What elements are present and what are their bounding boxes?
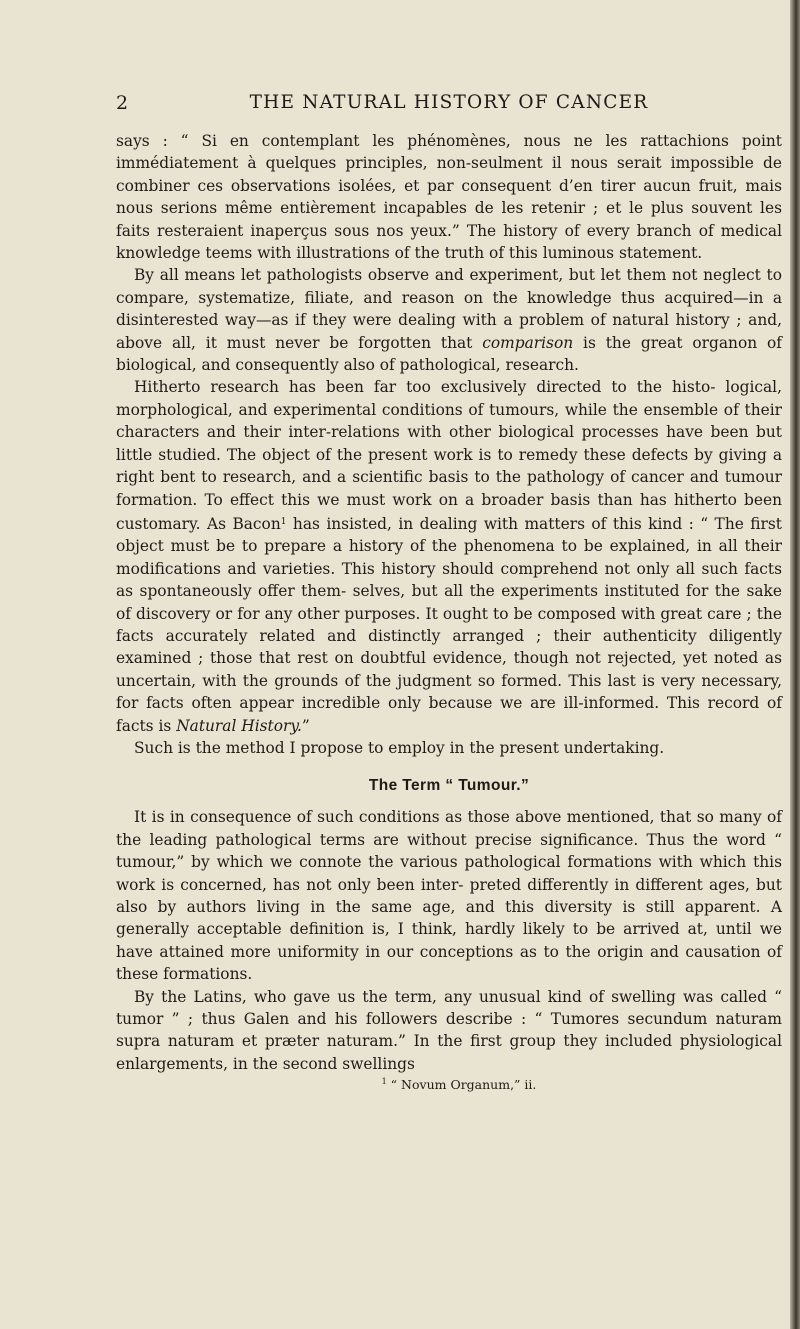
book-page <box>116 92 782 1092</box>
running-head <box>116 92 782 118</box>
paragraph-3: Hitherto research has been far too exclusively directed to the histo- logical, morphological, and experimental conditions of tumours, while the ensemble of their characters and their inter-relations with other biological processes have been but little studied. The object of the present work is to remedy these defects by giving a right bent to research, and a scientific basis to the pathology of cancer and tumour formation. To effect this we must work on a broader basis than has hitherto been customary. As Bacon$^1$ has insisted, in dealing with matters of this kind : “ The first object must be to prepare a history of the phenomena to be explained, in all their modifications and varieties. This history should comprehend not only all such facts as spontaneously offer them- selves, but all the experiments instituted for the sake of discovery or for any other purposes. It ought to be composed with great care ; the facts accurately related and distinctly arranged ; their authenticity diligently examined ; those that rest on doubtful evidence, though not rejected, yet noted as uncertain, with the grounds of the judgment so formed. This last is very necessary, for facts often appear incredible only because we are ill-informed. This record of facts is Natural History.” <box>116 378 782 735</box>
paragraph-1: says : “ Si en contemplant les phénomènes, nous ne les rattachions point immédiatement à quelques principles, non-seulment il nous serait impossible de combiner ces observations isolées, et par consequent d’en tirer aucun fruit, mais nous serions même entièrement incapables de les retenir ; et le plus souvent les faits resteraient inaperçus sous nos yeux.” The history of every branch of medical knowledge teems with illustrations of the truth of this luminous statement. <box>116 132 782 263</box>
paragraph-2: By all means let pathologists observe and experiment, but let them not neglect to compare, systematize, filiate, and reason on the knowledge thus acquired—in a disinterested way—as if they were dealing with a problem of natural history ; and, above all, it must never be forgotten that comparison is the great organon of biological, and consequently also of pathological, research. <box>116 266 782 375</box>
emphasis-comparison: comparison <box>482 333 574 352</box>
emphasis-natural-history: Natural History. <box>176 716 302 735</box>
section-heading: The Term “ Tumour.” <box>368 777 530 795</box>
footnote-marker: 1 <box>381 1077 387 1087</box>
body-text <box>116 130 782 1075</box>
running-title: THE NATURAL HISTORY OF CANCER <box>249 92 649 113</box>
paragraph-4: Such is the method I propose to employ in the present undertaking. <box>134 738 665 757</box>
page-edge <box>790 0 800 1329</box>
paragraph-6: By the Latins, who gave us the term, any unusual kind of swelling was called “ tumor ” ; thus Galen and his followers describe : “ Tumores secundum naturam supra naturam et præter naturam.” In the first group they included physiological enlargements, in the second swellings <box>116 987 782 1073</box>
footnote <box>116 1077 782 1092</box>
footnote-text: “ Novum Organum,” ii. <box>386 1077 537 1093</box>
footnote-ref: 1 <box>280 516 287 527</box>
paragraph-5: It is in consequence of such conditions as those above mentioned, that so many of the leading pathological terms are without precise significance. Thus the word “ tumour,” by which we connote the various pathological formations with which this work is concerned, has not only been inter- preted differently in different ages, but also by authors living in the same age, and this diversity is still apparent. A generally acceptable definition is, I think, hardly likely to be arrived at, until we have attained more uniformity in our conceptions as to the origin and causation of these formations. <box>116 808 782 984</box>
page-number: 2 <box>116 92 130 114</box>
